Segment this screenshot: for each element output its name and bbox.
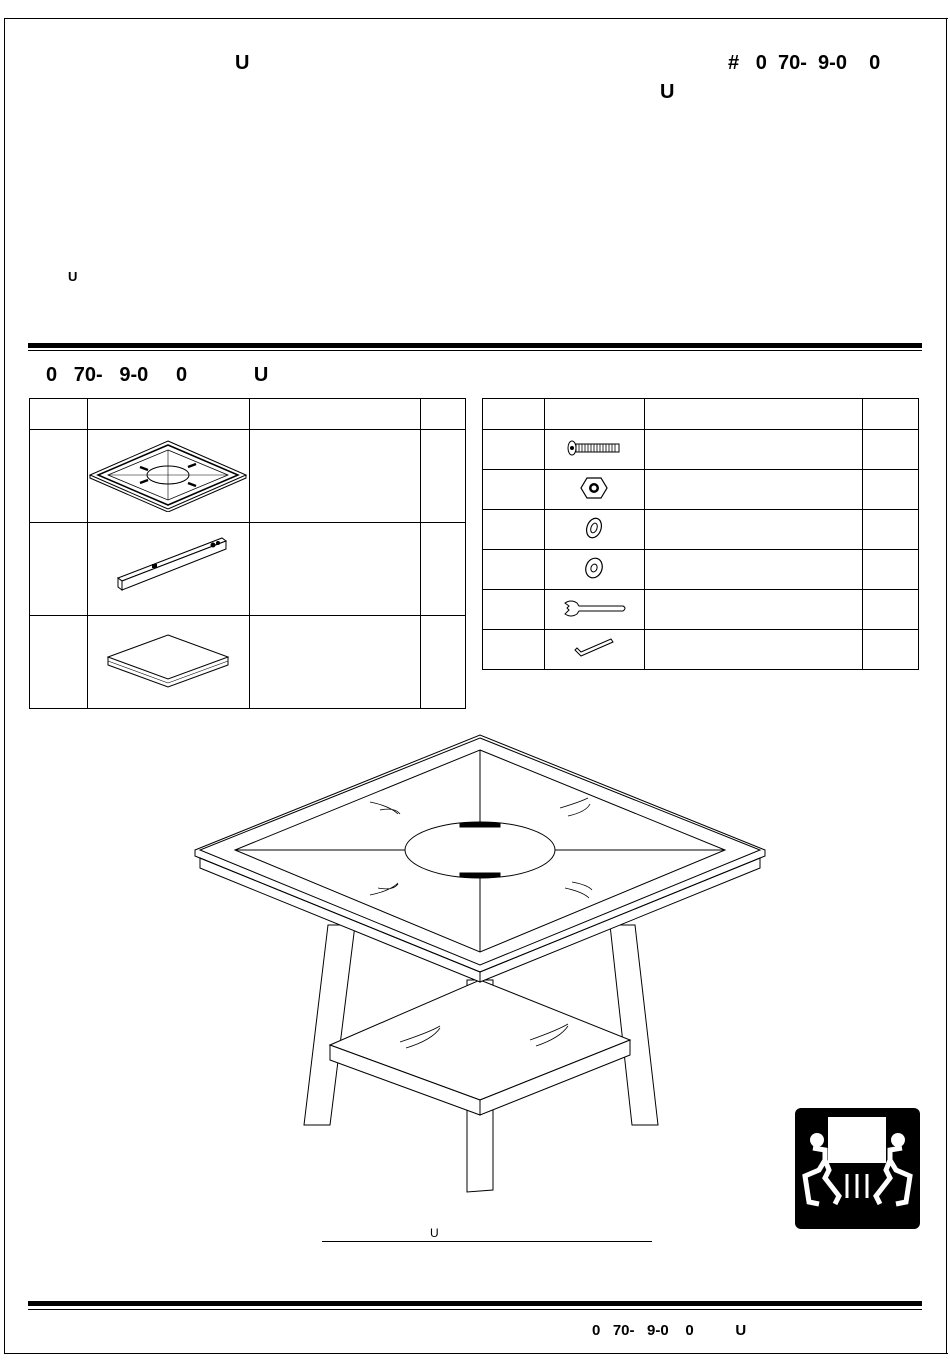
part-quantity (863, 430, 919, 470)
parts-table-hardware (482, 398, 919, 670)
part-label (483, 470, 545, 510)
part-label (30, 523, 88, 616)
section-divider-thick (28, 343, 922, 348)
flat-washer-icon (544, 550, 644, 590)
table-row (30, 616, 466, 709)
lock-washer-icon (544, 510, 644, 550)
header-cell (30, 399, 88, 430)
hex-nut-icon (544, 470, 644, 510)
part-quantity (421, 523, 466, 616)
table-header-row (30, 399, 466, 430)
part-description (249, 430, 420, 523)
part-quantity (863, 550, 919, 590)
header-cell (644, 399, 862, 430)
bolt-icon (544, 430, 644, 470)
part-label (483, 430, 545, 470)
page-frame-bottom (4, 1353, 948, 1354)
part-quantity (863, 510, 919, 550)
part-quantity (421, 430, 466, 523)
header-left-text: U (235, 52, 250, 74)
part-description (249, 523, 420, 616)
model-number: # 0 70- 9-0 0 (728, 52, 881, 74)
table-row (30, 523, 466, 616)
part-description (249, 616, 420, 709)
table-row (483, 430, 919, 470)
part-description (644, 550, 862, 590)
table-top-diagram (87, 430, 249, 523)
footer-divider-thin (28, 1309, 922, 1310)
part-quantity (863, 590, 919, 630)
table-row (30, 430, 466, 523)
footer-model-text: 0 70- 9-0 0 U (592, 1322, 747, 1339)
assembled-table-diagram (180, 730, 780, 1210)
header-cell (483, 399, 545, 430)
part-description (644, 590, 862, 630)
parts-section-title: 0 70- 9-0 0 U (46, 364, 269, 386)
illustration-caption: U (430, 1226, 439, 1240)
table-row (483, 630, 919, 670)
header-cell (249, 399, 420, 430)
table-row (483, 590, 919, 630)
page-frame-right (946, 18, 947, 1354)
part-description (644, 510, 862, 550)
allen-key-icon (544, 630, 644, 670)
part-label (483, 510, 545, 550)
table-header-row (483, 399, 919, 430)
part-label (483, 590, 545, 630)
part-label (483, 550, 545, 590)
header-cell (863, 399, 919, 430)
section-divider-thin (28, 350, 922, 351)
part-quantity (421, 616, 466, 709)
table-row (483, 510, 919, 550)
two-person-lift-icon (795, 1108, 920, 1229)
footer-divider-thick (28, 1301, 922, 1306)
table-row (483, 550, 919, 590)
part-quantity (863, 470, 919, 510)
part-quantity (863, 630, 919, 670)
part-label (30, 430, 88, 523)
caption-underline (322, 1241, 652, 1242)
page-frame-top (4, 18, 948, 19)
page-frame-left (4, 18, 5, 1354)
part-description (644, 470, 862, 510)
parts-table-large (29, 398, 466, 709)
part-description (644, 430, 862, 470)
header-note: U (68, 269, 78, 284)
part-description (644, 630, 862, 670)
part-label (483, 630, 545, 670)
header-cell (87, 399, 249, 430)
header-sub-text: U (660, 81, 675, 103)
table-row (483, 470, 919, 510)
part-label (30, 616, 88, 709)
apron-rail-diagram (87, 523, 249, 616)
header-cell (421, 399, 466, 430)
header-cell (544, 399, 644, 430)
bottom-shelf-diagram (87, 616, 249, 709)
wrench-icon (544, 590, 644, 630)
